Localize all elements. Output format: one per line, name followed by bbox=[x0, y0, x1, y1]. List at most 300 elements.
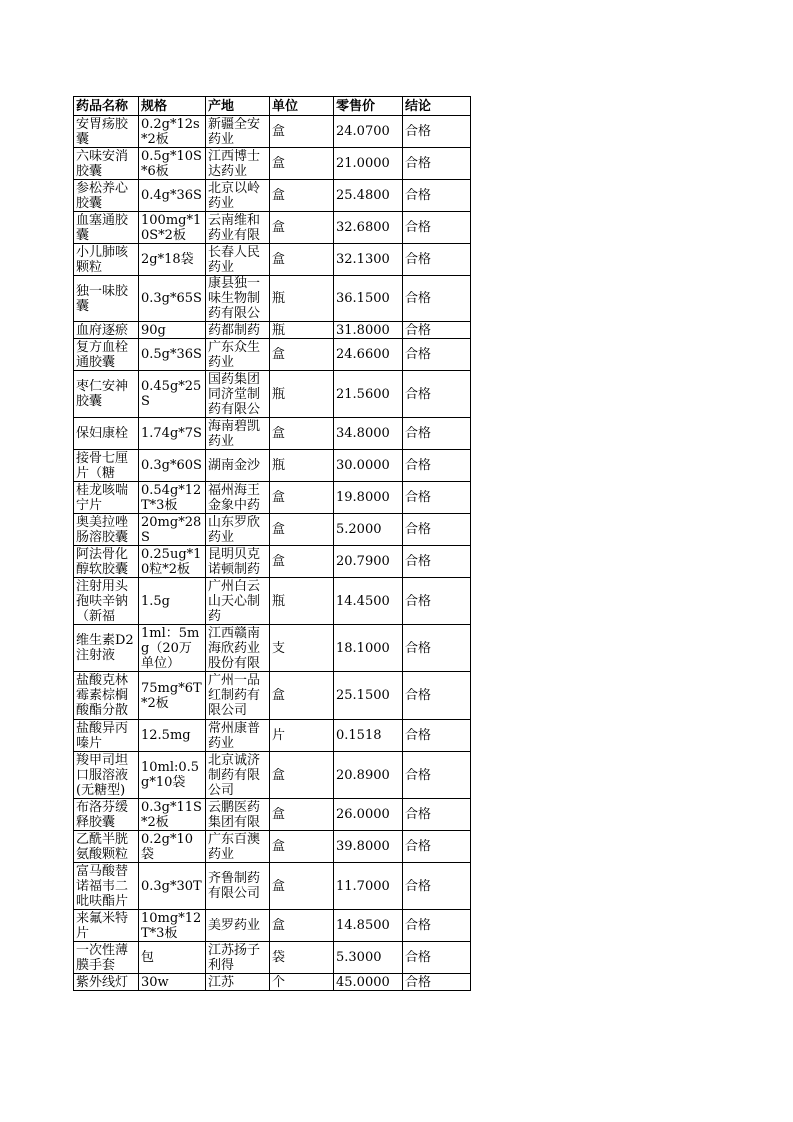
cell-drug-name bbox=[74, 625, 139, 672]
cell-drug-name-text: 盐酸克林霉素棕榈酸酯分散 bbox=[76, 673, 129, 718]
cell-origin-text: 山东罗欣药业 bbox=[208, 514, 261, 545]
cell-drug-name-text: 乙酰半胱氨酸颗粒 bbox=[76, 831, 129, 862]
cell-spec bbox=[139, 482, 206, 514]
cell-origin bbox=[206, 514, 270, 546]
cell-drug-name bbox=[74, 514, 139, 546]
cell-drug-name-text: 一次性薄膜手套 bbox=[76, 942, 129, 973]
cell-retail-price-text: 26.0000 bbox=[336, 807, 390, 822]
cell-origin-text: 广州白云山天心制药 bbox=[208, 578, 261, 624]
cell-drug-name-text: 独一味胶囊 bbox=[76, 283, 129, 314]
cell-conclusion bbox=[403, 339, 471, 371]
cell-conclusion-text: 合格 bbox=[405, 522, 432, 537]
cell-drug-name-text: 接骨七厘片（糖 bbox=[76, 450, 129, 481]
cell-spec bbox=[139, 720, 206, 752]
cell-spec bbox=[139, 148, 206, 180]
cell-drug-name bbox=[74, 180, 139, 212]
cell-retail-price bbox=[334, 799, 403, 831]
cell-retail-price bbox=[334, 578, 403, 625]
cell-unit-text: 盒 bbox=[272, 220, 286, 235]
cell-unit-text: 盒 bbox=[272, 522, 286, 537]
cell-conclusion-text: 合格 bbox=[405, 878, 432, 894]
cell-drug-name bbox=[74, 672, 139, 720]
header-conclusion: 结论 bbox=[403, 97, 471, 116]
cell-origin bbox=[206, 546, 270, 578]
cell-spec-text: 0.3g*60S bbox=[141, 458, 202, 473]
cell-retail-price-text: 25.1500 bbox=[336, 688, 390, 703]
table-row bbox=[74, 482, 471, 514]
cell-unit bbox=[270, 450, 334, 482]
cell-unit-text: 盒 bbox=[272, 188, 286, 203]
cell-retail-price-text: 32.1300 bbox=[336, 252, 390, 267]
cell-unit bbox=[270, 212, 334, 244]
cell-origin bbox=[206, 672, 270, 720]
cell-origin bbox=[206, 371, 270, 418]
cell-spec-text: 0.3g*65S bbox=[141, 291, 202, 306]
cell-spec bbox=[139, 974, 206, 991]
cell-origin bbox=[206, 625, 270, 672]
cell-unit bbox=[270, 863, 334, 910]
cell-unit bbox=[270, 514, 334, 546]
cell-origin bbox=[206, 720, 270, 752]
cell-conclusion bbox=[403, 720, 471, 752]
cell-origin bbox=[206, 450, 270, 482]
table-row bbox=[74, 116, 471, 148]
cell-conclusion bbox=[403, 752, 471, 799]
cell-spec bbox=[139, 116, 206, 148]
cell-unit bbox=[270, 322, 334, 339]
cell-unit bbox=[270, 752, 334, 799]
cell-spec-text: 0.3g*11S*2板 bbox=[141, 799, 202, 830]
cell-spec bbox=[139, 942, 206, 974]
cell-conclusion bbox=[403, 148, 471, 180]
cell-conclusion-text: 合格 bbox=[405, 490, 432, 505]
cell-unit-text: 盒 bbox=[272, 156, 286, 171]
cell-spec bbox=[139, 799, 206, 831]
cell-conclusion-text: 合格 bbox=[405, 458, 432, 473]
cell-origin-text: 海南碧凯药业 bbox=[208, 418, 261, 449]
cell-unit-text: 支 bbox=[272, 640, 286, 656]
cell-spec-text: 75mg*6T*2板 bbox=[141, 680, 202, 711]
cell-conclusion bbox=[403, 482, 471, 514]
cell-unit-text: 盒 bbox=[272, 878, 286, 894]
cell-spec bbox=[139, 276, 206, 322]
cell-spec bbox=[139, 450, 206, 482]
cell-unit-text: 盒 bbox=[272, 347, 286, 362]
cell-unit-text: 盒 bbox=[272, 767, 286, 783]
cell-drug-name-text: 奥美拉唑肠溶胶囊 bbox=[76, 514, 129, 545]
cell-unit-text: 个 bbox=[272, 974, 286, 990]
cell-conclusion-text: 合格 bbox=[405, 156, 432, 171]
cell-spec-text: 90g bbox=[141, 322, 166, 338]
cell-unit-text: 盒 bbox=[272, 426, 286, 441]
cell-unit bbox=[270, 180, 334, 212]
cell-spec bbox=[139, 831, 206, 863]
cell-retail-price bbox=[334, 910, 403, 942]
cell-retail-price-text: 45.0000 bbox=[336, 974, 390, 990]
cell-retail-price bbox=[334, 546, 403, 578]
cell-conclusion bbox=[403, 910, 471, 942]
cell-spec-text: 0.25ug*10粒*2板 bbox=[141, 546, 202, 577]
cell-conclusion-text: 合格 bbox=[405, 640, 432, 656]
cell-spec-text: 0.5g*36S bbox=[141, 347, 202, 362]
cell-spec-text: 0.45g*25S bbox=[141, 379, 202, 409]
cell-conclusion bbox=[403, 418, 471, 450]
cell-unit bbox=[270, 418, 334, 450]
cell-spec-text: 0.5g*10S*6板 bbox=[141, 148, 202, 179]
cell-drug-name bbox=[74, 212, 139, 244]
cell-conclusion-text: 合格 bbox=[405, 950, 432, 965]
cell-conclusion-text: 合格 bbox=[405, 347, 432, 362]
cell-origin bbox=[206, 799, 270, 831]
cell-drug-name bbox=[74, 339, 139, 371]
cell-origin bbox=[206, 339, 270, 371]
cell-origin-text: 美罗药业 bbox=[208, 918, 261, 933]
cell-unit bbox=[270, 720, 334, 752]
table-row bbox=[74, 942, 471, 974]
table-row bbox=[74, 276, 471, 322]
cell-unit bbox=[270, 244, 334, 276]
cell-conclusion bbox=[403, 831, 471, 863]
cell-drug-name bbox=[74, 831, 139, 863]
cell-drug-name bbox=[74, 482, 139, 514]
cell-unit-text: 盒 bbox=[272, 490, 286, 505]
cell-origin-text: 康县独一味生物制药有限公 bbox=[208, 276, 261, 321]
header-spec: 规格 bbox=[139, 97, 206, 116]
cell-conclusion-text: 合格 bbox=[405, 807, 432, 822]
cell-conclusion bbox=[403, 212, 471, 244]
header-retail-price: 零售价 bbox=[334, 97, 403, 116]
cell-origin-text: 广东众生药业 bbox=[208, 339, 261, 370]
cell-retail-price-text: 39.8000 bbox=[336, 839, 390, 854]
cell-conclusion-text: 合格 bbox=[405, 386, 432, 402]
cell-drug-name-text: 阿法骨化醇软胶囊 bbox=[76, 546, 129, 577]
cell-conclusion-text: 合格 bbox=[405, 554, 432, 569]
cell-retail-price bbox=[334, 371, 403, 418]
cell-spec-text: 12.5mg bbox=[141, 728, 191, 743]
cell-retail-price-text: 30.0000 bbox=[336, 458, 390, 473]
cell-retail-price-text: 11.7000 bbox=[336, 878, 390, 894]
cell-retail-price-text: 21.5600 bbox=[336, 386, 390, 402]
cell-drug-name bbox=[74, 450, 139, 482]
cell-spec-text: 0.2g*12s*2板 bbox=[141, 116, 200, 147]
cell-conclusion bbox=[403, 672, 471, 720]
table-row bbox=[74, 244, 471, 276]
cell-drug-name-text: 盐酸异丙嗪片 bbox=[76, 720, 129, 751]
cell-unit-text: 片 bbox=[272, 728, 286, 743]
cell-origin-text: 新疆全安药业 bbox=[208, 116, 261, 147]
cell-retail-price-text: 14.8500 bbox=[336, 918, 390, 933]
cell-retail-price-text: 18.1000 bbox=[336, 640, 390, 656]
cell-retail-price bbox=[334, 116, 403, 148]
cell-origin bbox=[206, 180, 270, 212]
cell-retail-price bbox=[334, 148, 403, 180]
cell-origin bbox=[206, 910, 270, 942]
cell-origin bbox=[206, 482, 270, 514]
cell-retail-price bbox=[334, 514, 403, 546]
cell-conclusion-text: 合格 bbox=[405, 593, 432, 609]
cell-retail-price bbox=[334, 180, 403, 212]
cell-origin-text: 长春人民药业 bbox=[208, 244, 261, 275]
cell-spec bbox=[139, 910, 206, 942]
cell-origin bbox=[206, 942, 270, 974]
cell-retail-price bbox=[334, 482, 403, 514]
cell-drug-name-text: 小儿肺咳颗粒 bbox=[76, 244, 129, 275]
cell-unit-text: 盒 bbox=[272, 252, 286, 267]
table-row bbox=[74, 514, 471, 546]
cell-retail-price-text: 0.1518 bbox=[336, 728, 382, 743]
cell-drug-name bbox=[74, 720, 139, 752]
cell-drug-name-text: 来氟米特片 bbox=[76, 910, 129, 941]
cell-conclusion-text: 合格 bbox=[405, 767, 432, 783]
cell-origin bbox=[206, 148, 270, 180]
cell-retail-price-text: 20.8900 bbox=[336, 767, 390, 783]
cell-retail-price bbox=[334, 418, 403, 450]
cell-retail-price-text: 21.0000 bbox=[336, 156, 390, 171]
cell-origin bbox=[206, 974, 270, 991]
cell-drug-name-text: 安胃疡胶囊 bbox=[76, 116, 129, 147]
cell-origin-text: 湖南金沙 bbox=[208, 458, 261, 473]
cell-origin-text: 齐鲁制药有限公司 bbox=[208, 871, 261, 901]
table-row bbox=[74, 672, 471, 720]
cell-retail-price-text: 19.8000 bbox=[336, 490, 390, 505]
cell-origin-text: 北京以岭药业 bbox=[208, 180, 261, 211]
cell-origin-text: 北京诚济制药有限公司 bbox=[208, 752, 261, 798]
cell-origin-text: 江苏 bbox=[208, 974, 235, 990]
table-row bbox=[74, 212, 471, 244]
cell-conclusion bbox=[403, 942, 471, 974]
cell-conclusion bbox=[403, 578, 471, 625]
cell-drug-name-text: 富马酸替诺福韦二吡呋酯片 bbox=[76, 863, 129, 909]
cell-origin bbox=[206, 752, 270, 799]
cell-drug-name bbox=[74, 418, 139, 450]
cell-drug-name bbox=[74, 752, 139, 799]
cell-conclusion bbox=[403, 625, 471, 672]
cell-retail-price bbox=[334, 276, 403, 322]
drug-price-table bbox=[73, 96, 471, 991]
cell-drug-name-text: 参松养心胶囊 bbox=[76, 180, 129, 211]
table-row bbox=[74, 863, 471, 910]
cell-retail-price bbox=[334, 863, 403, 910]
cell-drug-name bbox=[74, 974, 139, 991]
cell-spec-text: 2g*18袋 bbox=[141, 252, 194, 267]
cell-origin bbox=[206, 418, 270, 450]
cell-retail-price-text: 31.8000 bbox=[336, 322, 390, 338]
cell-spec bbox=[139, 244, 206, 276]
table-row bbox=[74, 578, 471, 625]
cell-conclusion-text: 合格 bbox=[405, 688, 432, 703]
cell-origin bbox=[206, 831, 270, 863]
cell-origin bbox=[206, 276, 270, 322]
cell-conclusion bbox=[403, 322, 471, 339]
table-row bbox=[74, 752, 471, 799]
cell-origin bbox=[206, 244, 270, 276]
cell-retail-price bbox=[334, 720, 403, 752]
cell-origin-text: 昆明贝克诺顿制药 bbox=[208, 546, 261, 577]
cell-drug-name bbox=[74, 116, 139, 148]
cell-spec bbox=[139, 322, 206, 339]
cell-retail-price-text: 5.2000 bbox=[336, 522, 382, 537]
table-row bbox=[74, 720, 471, 752]
cell-conclusion bbox=[403, 180, 471, 212]
cell-origin-text: 广东百澳药业 bbox=[208, 831, 261, 862]
cell-unit-text: 瓶 bbox=[272, 386, 286, 402]
cell-conclusion bbox=[403, 974, 471, 991]
cell-retail-price-text: 25.4800 bbox=[336, 188, 390, 203]
cell-origin-text: 广州一品红制药有限公司 bbox=[208, 673, 261, 718]
cell-unit-text: 袋 bbox=[272, 950, 286, 965]
cell-origin-text: 福州海王金象中药 bbox=[208, 482, 261, 513]
cell-spec bbox=[139, 371, 206, 418]
table-row bbox=[74, 450, 471, 482]
cell-spec-text: 0.4g*36S bbox=[141, 188, 202, 203]
cell-spec-text: 0.54g*12T*3板 bbox=[141, 482, 202, 513]
cell-spec bbox=[139, 339, 206, 371]
cell-retail-price bbox=[334, 672, 403, 720]
table-row bbox=[74, 322, 471, 339]
cell-unit bbox=[270, 546, 334, 578]
cell-retail-price bbox=[334, 974, 403, 991]
cell-unit-text: 盒 bbox=[272, 554, 286, 569]
cell-origin-text: 药都制药 bbox=[208, 322, 261, 338]
table-row bbox=[74, 910, 471, 942]
cell-conclusion-text: 合格 bbox=[405, 728, 432, 743]
cell-unit-text: 瓶 bbox=[272, 458, 286, 473]
cell-drug-name-text: 复方血栓通胶囊 bbox=[76, 339, 129, 370]
cell-retail-price bbox=[334, 322, 403, 339]
cell-drug-name-text: 羧甲司坦口服溶液(无糖型) bbox=[76, 752, 129, 798]
cell-unit bbox=[270, 942, 334, 974]
table-row bbox=[74, 625, 471, 672]
cell-spec-text: 0.2g*10袋 bbox=[141, 831, 194, 862]
cell-conclusion-text: 合格 bbox=[405, 918, 432, 933]
cell-retail-price bbox=[334, 831, 403, 863]
cell-origin-text: 江西博士达药业 bbox=[208, 148, 261, 179]
cell-spec-text: 包 bbox=[141, 950, 155, 965]
table-row bbox=[74, 148, 471, 180]
cell-drug-name-text: 血塞通胶囊 bbox=[76, 212, 129, 243]
cell-unit bbox=[270, 799, 334, 831]
cell-spec-text: 1.74g*7S bbox=[141, 426, 202, 441]
cell-spec bbox=[139, 212, 206, 244]
cell-retail-price bbox=[334, 752, 403, 799]
cell-drug-name bbox=[74, 244, 139, 276]
cell-conclusion bbox=[403, 450, 471, 482]
cell-retail-price bbox=[334, 625, 403, 672]
cell-spec bbox=[139, 180, 206, 212]
cell-drug-name bbox=[74, 799, 139, 831]
cell-drug-name bbox=[74, 148, 139, 180]
cell-conclusion-text: 合格 bbox=[405, 124, 432, 139]
cell-drug-name bbox=[74, 863, 139, 910]
cell-spec bbox=[139, 546, 206, 578]
cell-origin bbox=[206, 116, 270, 148]
table-body bbox=[74, 116, 471, 991]
table-row bbox=[74, 831, 471, 863]
cell-unit-text: 盒 bbox=[272, 807, 286, 822]
cell-retail-price bbox=[334, 339, 403, 371]
cell-spec-text: 10mg*12T*3板 bbox=[141, 910, 202, 941]
cell-spec-text: 10ml:0.5g*10袋 bbox=[141, 760, 200, 790]
cell-origin-text: 云鹏医药集团有限 bbox=[208, 799, 261, 830]
cell-drug-name-text: 维生素D2注射液 bbox=[76, 633, 134, 663]
cell-drug-name bbox=[74, 910, 139, 942]
cell-unit-text: 瓶 bbox=[272, 322, 286, 338]
cell-conclusion-text: 合格 bbox=[405, 974, 432, 990]
cell-drug-name bbox=[74, 276, 139, 322]
cell-unit-text: 盒 bbox=[272, 918, 286, 933]
cell-spec-text: 1.5g bbox=[141, 593, 170, 609]
cell-unit bbox=[270, 371, 334, 418]
cell-drug-name-text: 紫外线灯 bbox=[76, 974, 129, 990]
cell-conclusion bbox=[403, 244, 471, 276]
cell-drug-name-text: 保妇康栓 bbox=[76, 426, 129, 441]
cell-origin-text: 常州康普药业 bbox=[208, 720, 261, 751]
cell-unit-text: 盒 bbox=[272, 839, 286, 854]
cell-retail-price-text: 24.0700 bbox=[336, 124, 390, 139]
cell-retail-price bbox=[334, 942, 403, 974]
cell-unit bbox=[270, 276, 334, 322]
cell-conclusion-text: 合格 bbox=[405, 188, 432, 203]
cell-conclusion-text: 合格 bbox=[405, 291, 432, 306]
header-unit: 单位 bbox=[270, 97, 334, 116]
cell-spec-text: 20mg*28S bbox=[141, 514, 202, 545]
cell-conclusion bbox=[403, 276, 471, 322]
table-row bbox=[74, 371, 471, 418]
cell-retail-price-text: 32.6800 bbox=[336, 220, 390, 235]
cell-origin-text: 云南维和药业有限 bbox=[208, 212, 261, 243]
cell-origin-text: 江苏扬子利得 bbox=[208, 942, 261, 973]
cell-spec-text: 1ml：5mg（20万单位） bbox=[141, 625, 200, 671]
cell-unit bbox=[270, 482, 334, 514]
cell-unit bbox=[270, 116, 334, 148]
cell-retail-price bbox=[334, 244, 403, 276]
table-row bbox=[74, 799, 471, 831]
table-row bbox=[74, 546, 471, 578]
cell-origin bbox=[206, 578, 270, 625]
cell-conclusion bbox=[403, 371, 471, 418]
cell-drug-name-text: 桂龙咳喘宁片 bbox=[76, 482, 129, 513]
cell-retail-price-text: 20.7900 bbox=[336, 554, 390, 569]
cell-unit-text: 盒 bbox=[272, 124, 286, 139]
cell-conclusion-text: 合格 bbox=[405, 220, 432, 235]
cell-unit bbox=[270, 672, 334, 720]
cell-retail-price-text: 34.8000 bbox=[336, 426, 390, 441]
cell-unit bbox=[270, 974, 334, 991]
cell-retail-price bbox=[334, 212, 403, 244]
table-row bbox=[74, 180, 471, 212]
cell-spec bbox=[139, 752, 206, 799]
cell-origin bbox=[206, 322, 270, 339]
cell-conclusion-text: 合格 bbox=[405, 839, 432, 854]
cell-origin-text: 江西赣南海欣药业股份有限 bbox=[208, 625, 261, 671]
cell-spec-text: 100mg*10S*2板 bbox=[141, 212, 202, 243]
cell-origin bbox=[206, 212, 270, 244]
cell-conclusion-text: 合格 bbox=[405, 252, 432, 267]
cell-conclusion bbox=[403, 799, 471, 831]
cell-origin bbox=[206, 863, 270, 910]
cell-drug-name bbox=[74, 578, 139, 625]
cell-conclusion bbox=[403, 546, 471, 578]
cell-drug-name-text: 血府逐瘀 bbox=[76, 322, 129, 338]
cell-retail-price-text: 5.3000 bbox=[336, 950, 382, 965]
table-row bbox=[74, 418, 471, 450]
cell-unit-text: 瓶 bbox=[272, 291, 286, 306]
cell-spec bbox=[139, 625, 206, 672]
cell-drug-name bbox=[74, 546, 139, 578]
cell-spec bbox=[139, 418, 206, 450]
cell-spec-text: 0.3g*30T bbox=[141, 878, 202, 894]
header-drug-name: 药品名称 bbox=[74, 97, 139, 116]
